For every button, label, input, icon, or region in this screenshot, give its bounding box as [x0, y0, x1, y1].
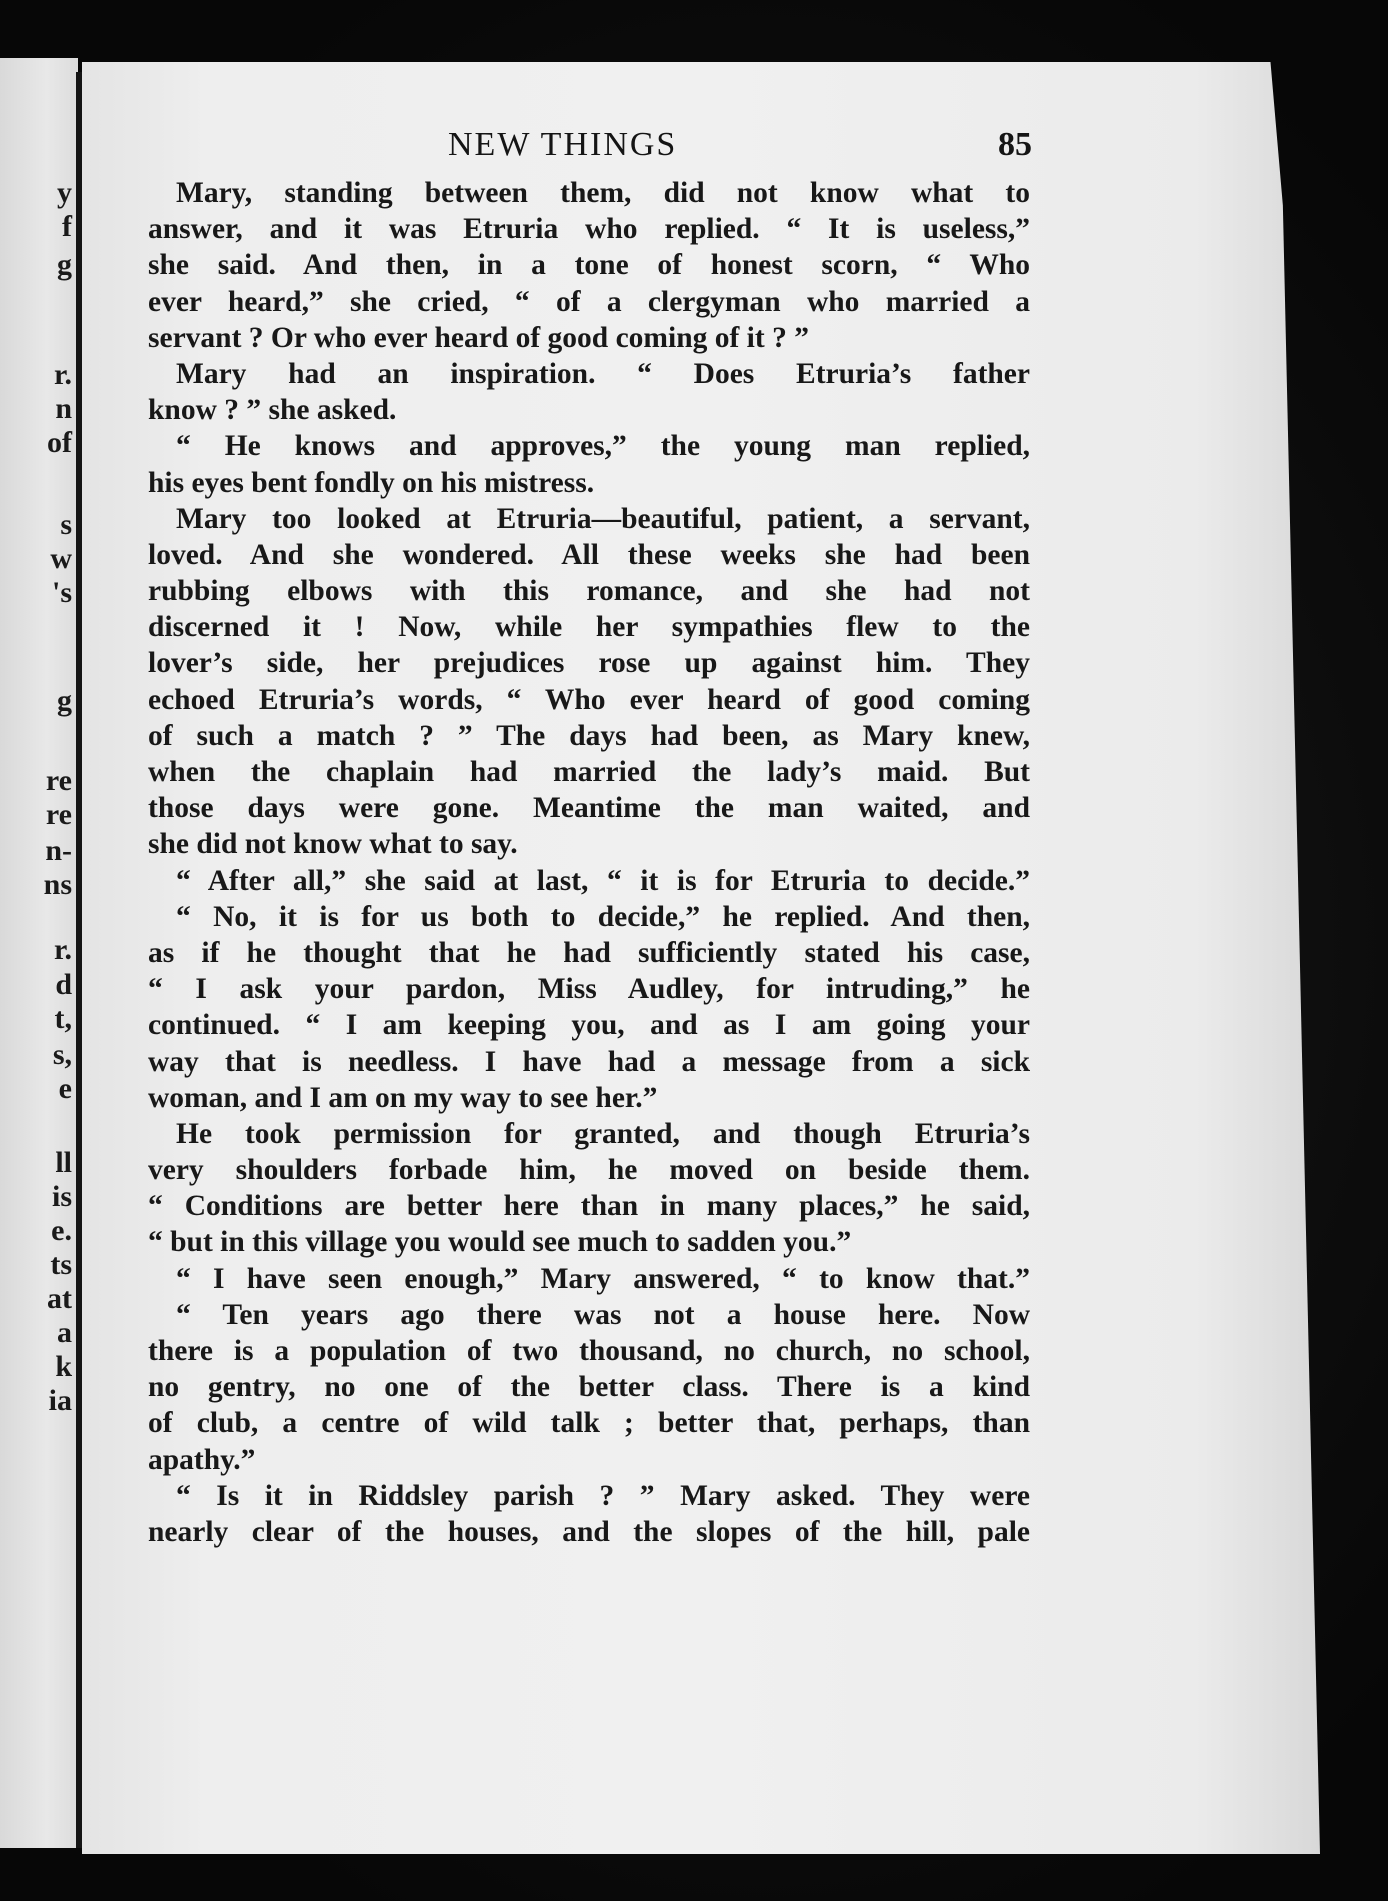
- left-page-fragment: w: [50, 542, 72, 575]
- left-page-fragment: d: [55, 968, 72, 1001]
- left-page-fragment: ll: [55, 1146, 72, 1179]
- left-page-fragment: n: [55, 392, 72, 425]
- text-line: answer, and it was Etruria who replied. “ It is useless,”: [148, 213, 1030, 246]
- left-page-fragment: t,: [54, 1002, 72, 1035]
- left-page-fragment: k: [55, 1350, 72, 1383]
- left-page-fragment: is: [51, 1180, 72, 1213]
- text-line: ever heard,” she cried, “ of a clergyman who married a: [148, 285, 1030, 318]
- text-line: rubbing elbows with this romance, and she had not: [148, 575, 1030, 608]
- text-line: she said. And then, in a tone of honest scorn, “ Who: [148, 249, 1030, 282]
- body-text: [148, 175, 1030, 1550]
- book-gutter: [76, 72, 82, 1848]
- text-line: Mary had an inspiration. “ Does Etruria’s father: [176, 357, 1030, 390]
- left-page-fragment: g: [57, 248, 72, 281]
- left-page-fragment: 's: [51, 576, 72, 609]
- text-line: “ I ask your pardon, Miss Audley, for intruding,” he: [148, 973, 1030, 1006]
- left-page-fragment: s: [60, 508, 72, 541]
- left-page-fragment: ts: [50, 1248, 72, 1281]
- text-line: continued. “ I am keeping you, and as I am going your: [148, 1009, 1030, 1042]
- left-page-fragment: r.: [53, 358, 72, 391]
- text-line: when the chaplain had married the lady’s maid. But: [148, 756, 1030, 788]
- text-line: “ Is it in Riddsley parish ? ” Mary asked. They were: [176, 1479, 1030, 1512]
- left-page-fragment: e: [58, 1072, 72, 1105]
- text-line: “ He knows and approves,” the young man replied,: [176, 430, 1030, 463]
- text-line: “ After all,” she said at last, “ it is for Etruria to decide.”: [176, 864, 1030, 897]
- text-line: Mary, standing between them, did not know what to: [176, 177, 1030, 209]
- text-line: his eyes bent fondly on his mistress.: [148, 466, 595, 499]
- left-page-fragment: ns: [43, 868, 72, 901]
- text-line: servant ? Or who ever heard of good coming of it ? ”: [148, 321, 809, 354]
- text-line: nearly clear of the houses, and the slopes of the hill, pale: [148, 1515, 1030, 1548]
- text-line: discerned it ! Now, while her sympathies flew to the: [148, 611, 1030, 644]
- left-page-fragment: a: [57, 1316, 72, 1349]
- left-page-fragment: re: [45, 798, 72, 831]
- text-line: those days were gone. Meantime the man waited, and: [148, 792, 1030, 825]
- text-line: lover’s side, her prejudices rose up against him. They: [148, 647, 1030, 680]
- left-page-fragment: g: [57, 684, 72, 717]
- text-line: of club, a centre of wild talk ; better that, perhaps, than: [148, 1407, 1030, 1440]
- left-page-fragment: n-: [45, 834, 72, 867]
- text-line: “ No, it is for us both to decide,” he replied. And then,: [176, 900, 1030, 933]
- left-page-fragment: s,: [52, 1038, 72, 1071]
- left-page-fragment: r.: [53, 933, 72, 966]
- text-line: loved. And she wondered. All these weeks she had been: [148, 538, 1030, 571]
- left-page-fragment: at: [47, 1282, 72, 1315]
- text-line: know ? ” she asked.: [148, 394, 397, 427]
- text-line: woman, and I am on my way to see her.”: [148, 1081, 658, 1114]
- text-line: way that is needless. I have had a message from a sick: [148, 1045, 1030, 1078]
- text-line: “ Ten years ago there was not a house here. Now: [176, 1298, 1030, 1331]
- text-line: “ Conditions are better here than in many places,” he said,: [148, 1190, 1030, 1223]
- left-page-fragment: f: [62, 210, 72, 243]
- running-head: NEW THINGS: [448, 126, 678, 163]
- left-page-fragment: e.: [51, 1214, 72, 1247]
- text-line: Mary too looked at Etruria—beautiful, patient, a servant,: [176, 502, 1030, 535]
- left-page-fragment: re: [45, 764, 72, 797]
- left-page-edge: [0, 58, 78, 1848]
- text-line: of such a match ? ” The days had been, as Mary knew,: [148, 719, 1030, 752]
- text-line: as if he thought that he had sufficiently stated his case,: [148, 936, 1030, 969]
- text-line: no gentry, no one of the better class. There is a kind: [148, 1371, 1030, 1404]
- text-line: “ I have seen enough,” Mary answered, “ to know that.”: [176, 1262, 1030, 1295]
- left-page-fragment: ia: [48, 1384, 72, 1417]
- text-line: “ but in this village you would see much to sadden you.”: [148, 1226, 852, 1259]
- text-line: she did not know what to say.: [148, 828, 518, 861]
- text-line: apathy.”: [148, 1443, 256, 1476]
- text-line: echoed Etruria’s words, “ Who ever heard of good coming: [148, 683, 1030, 716]
- text-line: there is a population of two thousand, no church, no school,: [148, 1335, 1030, 1367]
- page-number: 85: [998, 126, 1032, 163]
- text-line: very shoulders forbade him, he moved on beside them.: [148, 1154, 1030, 1187]
- text-line: He took permission for granted, and though Etruria’s: [176, 1117, 1030, 1150]
- left-page-fragment: y: [57, 176, 72, 209]
- left-page-fragment: of: [47, 426, 72, 459]
